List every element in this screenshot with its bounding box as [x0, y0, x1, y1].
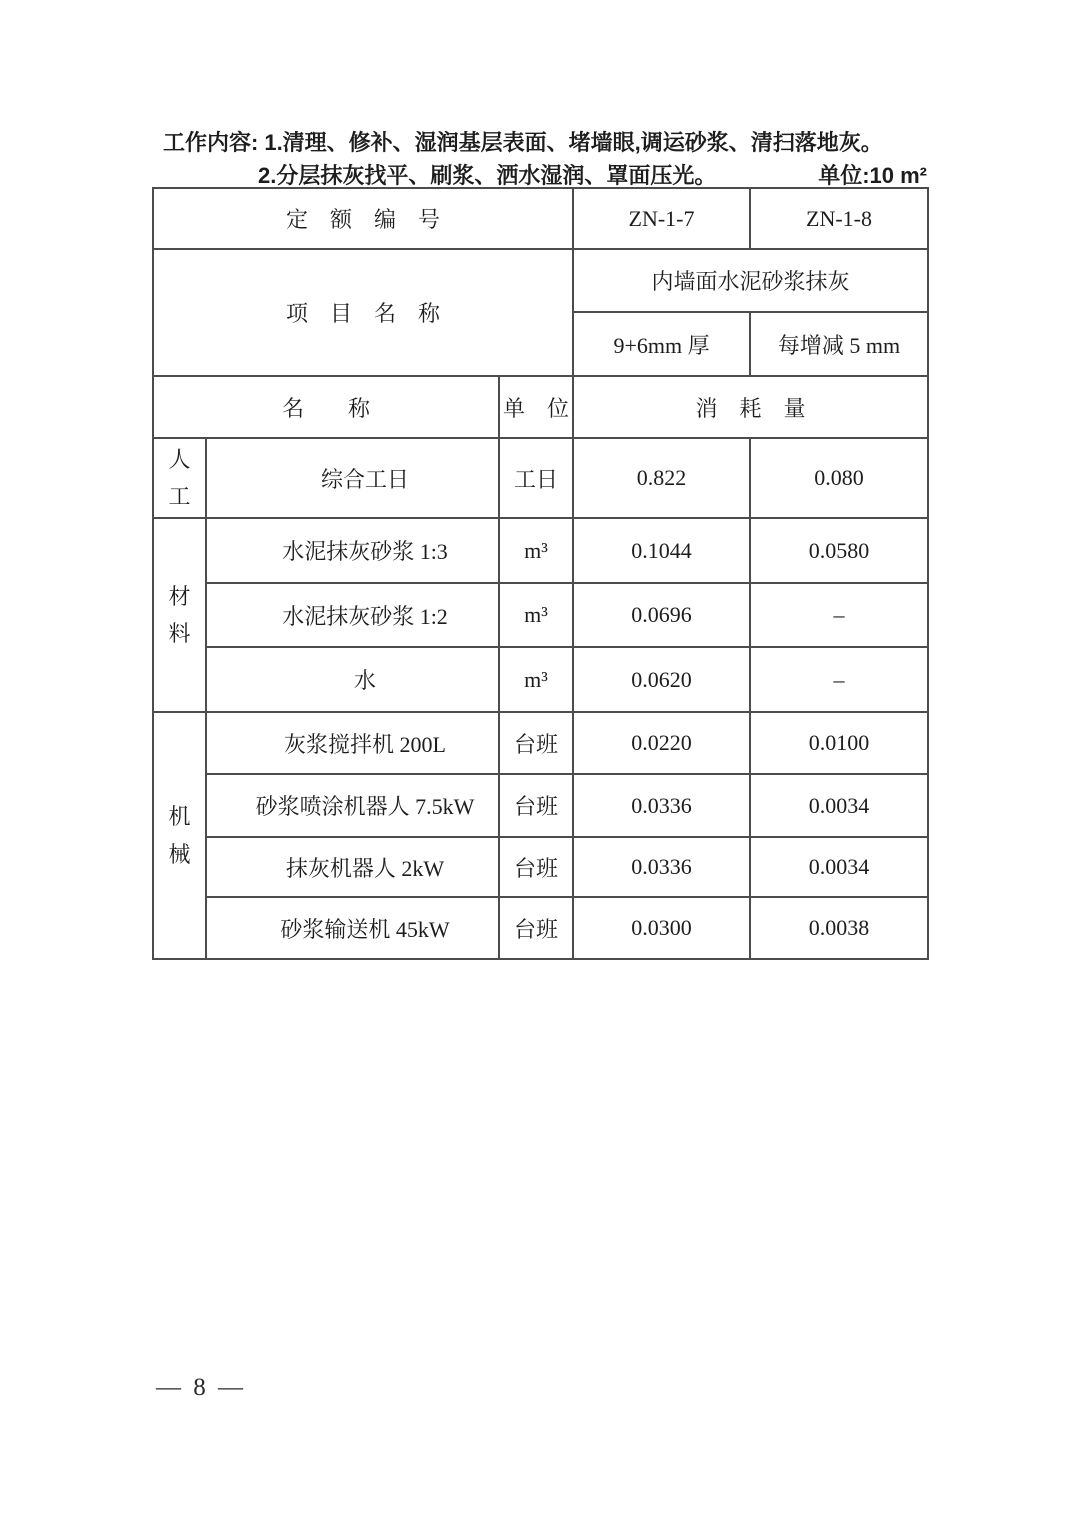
item-name: 水泥抹灰砂浆 1:2: [206, 583, 499, 647]
item-unit: 台班: [499, 897, 573, 959]
item-value-zn-1-7: 0.0220: [573, 712, 750, 774]
item-value-zn-1-8: 0.0580: [750, 518, 928, 583]
table-row-material-3: [153, 647, 928, 712]
column-header-row: [153, 376, 928, 438]
table-row-machine-1: [153, 712, 928, 774]
table-row-machine-4: [153, 897, 928, 959]
project-variant-1: 9+6mm 厚: [573, 312, 750, 376]
quota-code-zn-1-8: ZN-1-8: [750, 188, 928, 249]
table-row-material-1: [153, 518, 928, 583]
page-number: — 8 —: [156, 1374, 246, 1401]
quota-table: [152, 187, 929, 960]
name-column-label: 名 称: [153, 376, 499, 438]
table-row-labor-1: [153, 438, 928, 518]
item-value-zn-1-7: 0.0620: [573, 647, 750, 712]
project-variant-2: 每增减 5 mm: [750, 312, 928, 376]
item-value-zn-1-7: 0.0300: [573, 897, 750, 959]
table-row-machine-3: [153, 837, 928, 897]
item-value-zn-1-8: 0.0034: [750, 774, 928, 837]
unit-column-label: 单 位: [499, 376, 573, 438]
category-labor: 人工: [153, 438, 206, 518]
table-row-material-2: [153, 583, 928, 647]
item-name: 砂浆输送机 45kW: [206, 897, 499, 959]
item-value-zn-1-7: 0.0696: [573, 583, 750, 647]
project-name-label: 项 目 名 称: [153, 249, 573, 376]
category-machine: 机械: [153, 712, 206, 959]
item-value-zn-1-7: 0.0336: [573, 774, 750, 837]
category-material: 材料: [153, 518, 206, 712]
item-unit: m³: [499, 518, 573, 583]
item-name: 灰浆搅拌机 200L: [206, 712, 499, 774]
item-value-zn-1-7: 0.0336: [573, 837, 750, 897]
work-content-block: [163, 126, 927, 192]
quota-number-label: 定 额 编 号: [153, 188, 573, 249]
item-unit: 台班: [499, 712, 573, 774]
unit-note: 单位:10 m²: [818, 163, 927, 188]
item-unit: m³: [499, 583, 573, 647]
item-name: 水: [206, 647, 499, 712]
item-value-zn-1-8: 0.0100: [750, 712, 928, 774]
item-name: 砂浆喷涂机器人 7.5kW: [206, 774, 499, 837]
item-name: 水泥抹灰砂浆 1:3: [206, 518, 499, 583]
item-value-zn-1-8: 0.0034: [750, 837, 928, 897]
work-content-item1: 1.清理、修补、湿润基层表面、堵墙眼,调运砂浆、清扫落地灰。: [264, 130, 883, 155]
item-unit: 台班: [499, 837, 573, 897]
item-value-zn-1-8: –: [750, 647, 928, 712]
table-row-machine-2: [153, 774, 928, 837]
item-value-zn-1-8: 0.0038: [750, 897, 928, 959]
item-value-zn-1-7: 0.1044: [573, 518, 750, 583]
quota-code-zn-1-7: ZN-1-7: [573, 188, 750, 249]
item-unit: 台班: [499, 774, 573, 837]
item-name: 抹灰机器人 2kW: [206, 837, 499, 897]
item-value-zn-1-7: 0.822: [573, 438, 750, 518]
project-group-row: [153, 249, 928, 312]
quota-number-row: [153, 188, 928, 249]
work-content-line1: [163, 126, 927, 159]
work-content-item2: 2.分层抹灰找平、刷浆、洒水湿润、罩面压光。: [258, 163, 717, 188]
item-value-zn-1-8: –: [750, 583, 928, 647]
consumption-column-label: 消 耗 量: [573, 376, 928, 438]
item-value-zn-1-8: 0.080: [750, 438, 928, 518]
item-unit: 工日: [499, 438, 573, 518]
item-unit: m³: [499, 647, 573, 712]
project-group-title: 内墙面水泥砂浆抹灰: [573, 249, 928, 312]
work-content-label: 工作内容:: [163, 130, 259, 155]
item-name: 综合工日: [206, 438, 499, 518]
